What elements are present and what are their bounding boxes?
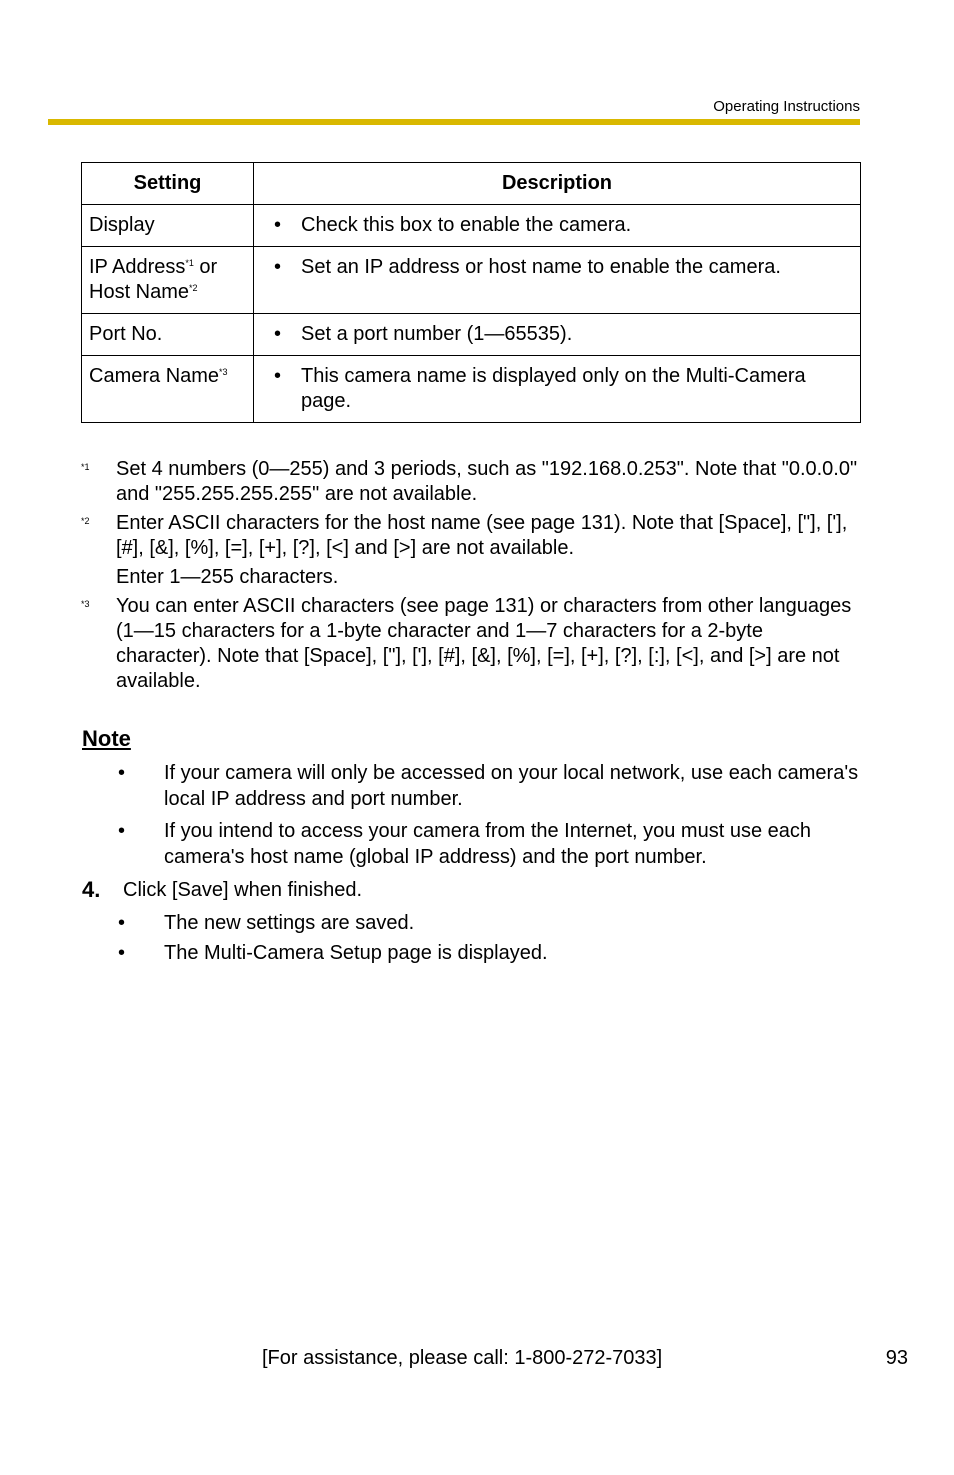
footnote-mark: *2 — [81, 516, 90, 526]
footnote-item — [81, 511, 861, 561]
setting-cell: Port No. — [82, 314, 254, 356]
footnote-item — [81, 594, 861, 694]
bullet: • — [118, 942, 126, 964]
bullet: • — [118, 820, 126, 842]
bullet: • — [118, 762, 126, 784]
bullet: • — [273, 323, 281, 345]
note-heading: Note — [82, 726, 131, 751]
assistance-line: [For assistance, please call: 1-800-272-7033] — [262, 1347, 663, 1369]
step-text: Click [Save] when finished. — [123, 879, 363, 901]
list-item — [118, 910, 548, 936]
step-number: 4. — [82, 877, 101, 902]
step-result-text: The Multi-Camera Setup page is displayed. — [164, 942, 548, 964]
header-rule — [48, 119, 860, 125]
description-text: Set a port number (1—65535). — [301, 323, 573, 345]
description-text: This camera name is displayed only on the Multi-Camera page. — [301, 365, 806, 412]
step-4 — [82, 877, 362, 903]
column-header-description: Description — [254, 163, 861, 205]
setting-text: or — [193, 256, 218, 278]
list-item — [118, 760, 863, 812]
step-result-list — [118, 910, 548, 970]
page-number: 93 — [885, 1347, 908, 1369]
description-cell — [254, 247, 861, 314]
footnotes — [81, 457, 861, 698]
setting-cell — [82, 247, 254, 314]
running-header: Operating Instructions — [713, 98, 860, 115]
table-row — [82, 356, 861, 423]
footnote-item — [81, 457, 861, 507]
table-header-row — [82, 163, 861, 205]
note-list — [118, 760, 863, 876]
setting-cell: Display — [82, 205, 254, 247]
list-item — [118, 818, 863, 870]
bullet: • — [273, 256, 281, 278]
footnote-mark: *3 — [81, 599, 90, 609]
footnote-ref: *1 — [185, 258, 194, 268]
footnote-ref: *2 — [189, 283, 198, 293]
footnote-continuation: Enter 1—255 characters. — [116, 566, 339, 588]
table-row — [82, 247, 861, 314]
footnote-ref: *3 — [219, 367, 228, 377]
bullet: • — [118, 912, 126, 934]
note-text: If you intend to access your camera from the Internet, you must use each camera's host name (global IP address) and the port number. — [164, 820, 811, 868]
table-row — [82, 314, 861, 356]
footnote-text: Set 4 numbers (0—255) and 3 periods, such as "192.168.0.253". Note that "0.0.0.0" and "255.255.255.255" are not available. — [116, 458, 858, 505]
footnote-text: Enter ASCII characters for the host name (see page 131). Note that [Space], ["], ['], [#], [&], [%], [=], [+], [?], [<] and [>] are not available. — [116, 512, 848, 559]
footnote-mark: *1 — [81, 462, 90, 472]
description-cell — [254, 314, 861, 356]
table-row — [82, 205, 861, 247]
setting-text: Host Name — [89, 281, 190, 303]
setting-text: IP Address — [89, 256, 186, 278]
description-text: Check this box to enable the camera. — [301, 214, 632, 236]
column-header-setting: Setting — [82, 163, 254, 205]
footnote-text: You can enter ASCII characters (see page 131) or characters from other languages (1—15 characters for a 1-byte character and 1—7 characters for a 2-byte character). Note that [Space], ["], ['], [#], [&], [%], [=], [+], [?], [:], [<], and [>] are not available. — [116, 595, 852, 692]
description-text: Set an IP address or host name to enable the camera. — [301, 256, 781, 278]
description-cell — [254, 205, 861, 247]
settings-table — [81, 162, 861, 423]
bullet: • — [273, 365, 281, 387]
setting-cell — [82, 356, 254, 423]
list-item — [118, 940, 548, 966]
bullet: • — [273, 214, 281, 236]
step-result-text: The new settings are saved. — [164, 912, 415, 934]
setting-text: Camera Name — [89, 365, 220, 387]
note-text: If your camera will only be accessed on your local network, use each camera's local IP address and port number. — [164, 762, 859, 810]
description-cell — [254, 356, 861, 423]
